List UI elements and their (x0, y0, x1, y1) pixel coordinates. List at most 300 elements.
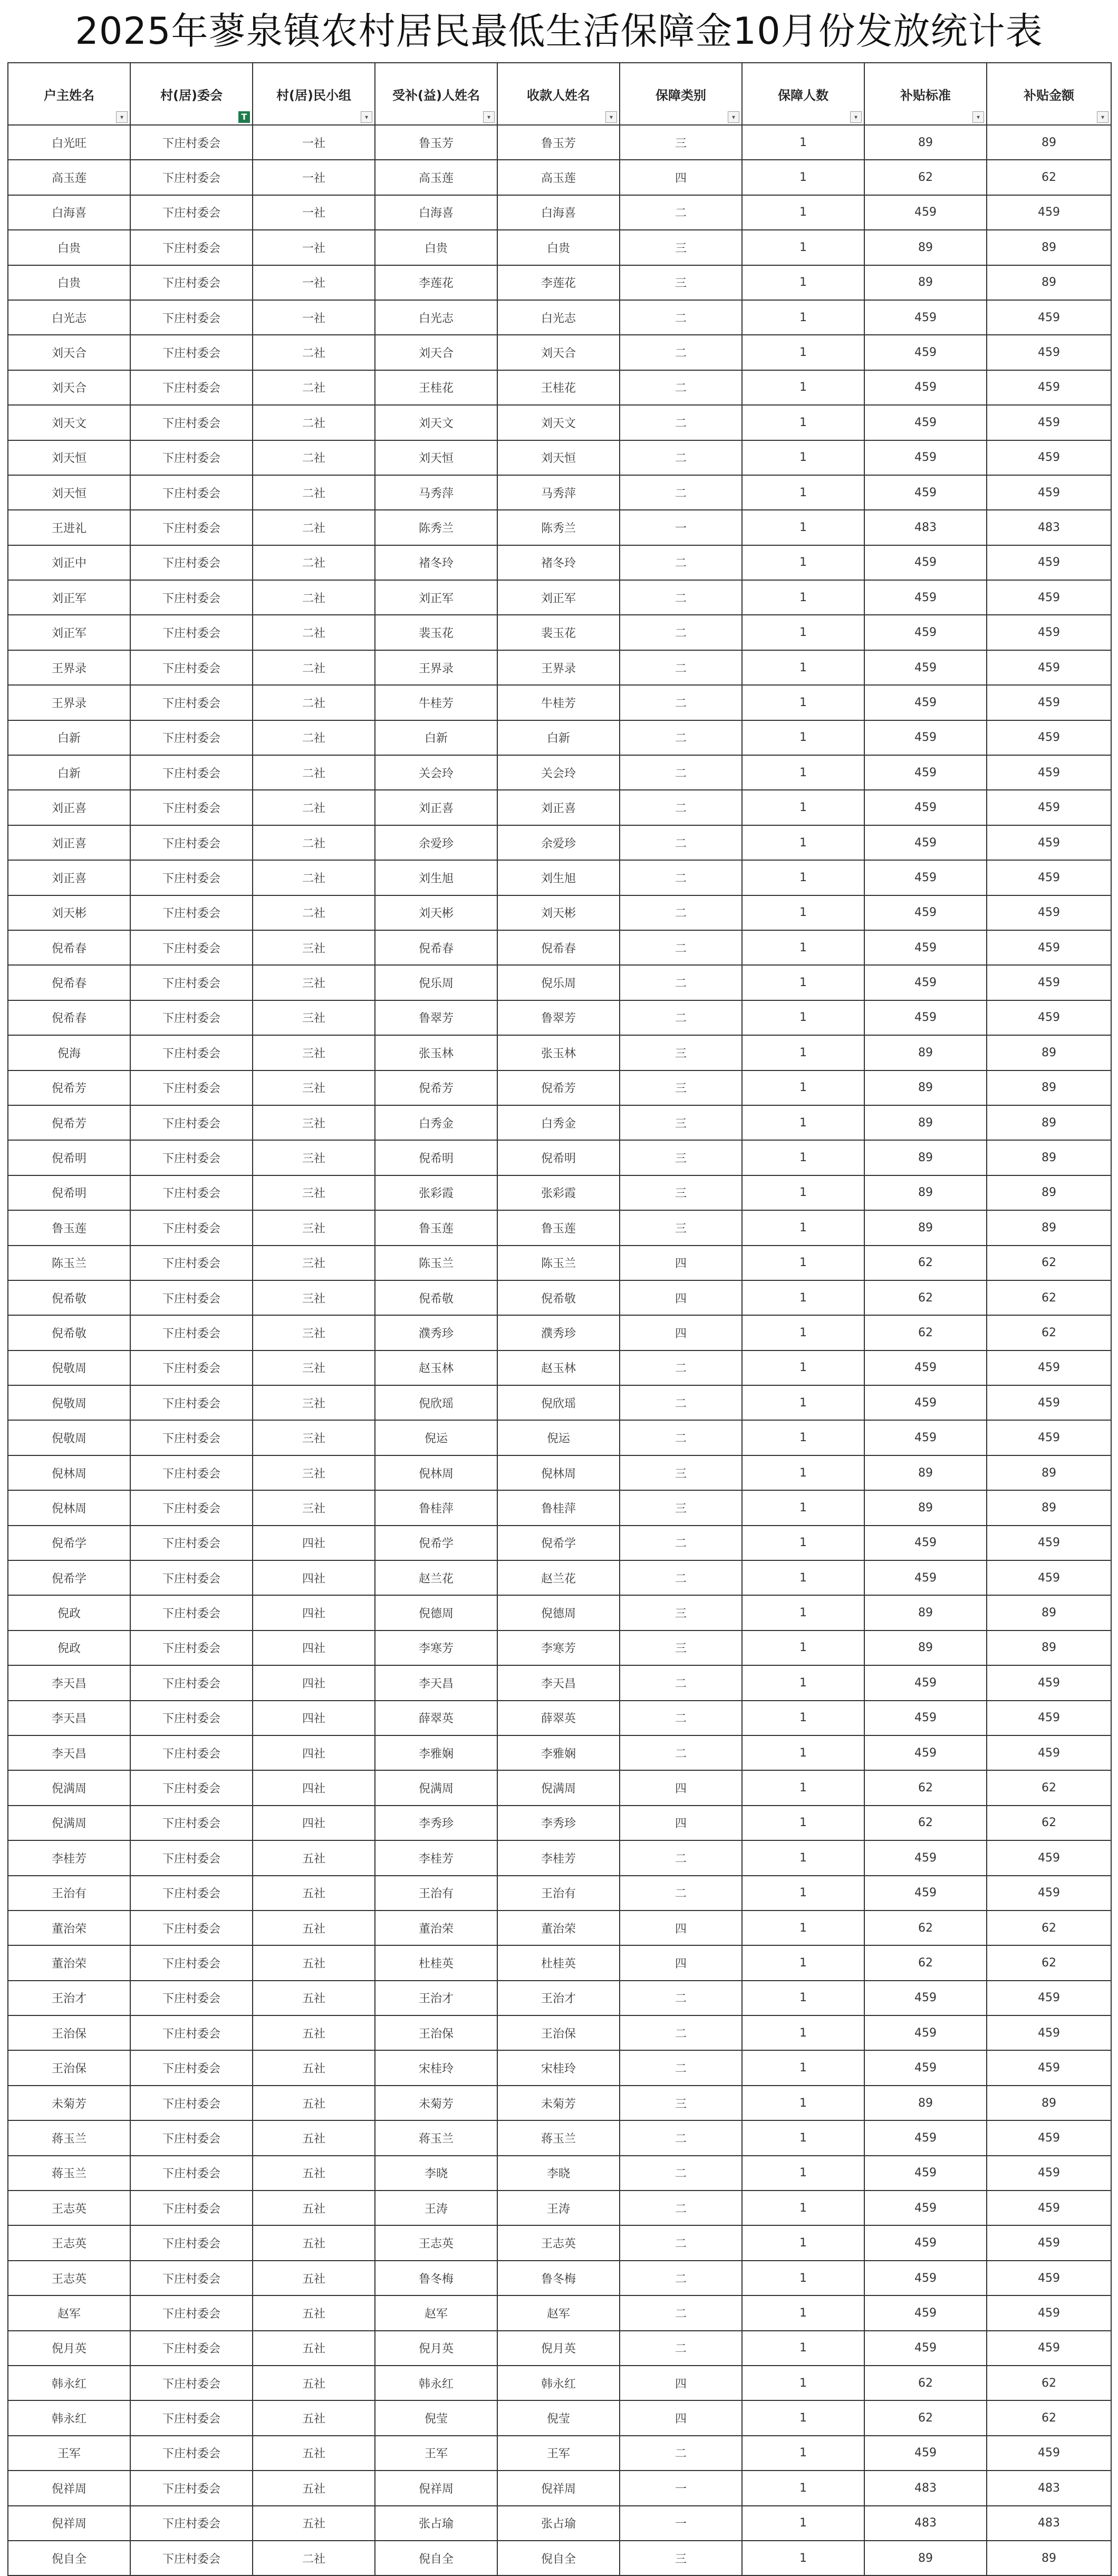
cell-payee[interactable]: 李天昌 (497, 1665, 620, 1700)
cell-household-head[interactable]: 倪自全 (8, 2541, 130, 2575)
cell-household-head[interactable]: 白贵 (8, 230, 130, 265)
cell-village-committee[interactable]: 下庄村委会 (130, 2086, 253, 2120)
cell-category[interactable]: 二 (620, 2261, 742, 2295)
cell-household-head[interactable]: 刘正喜 (8, 790, 130, 825)
cell-category[interactable]: 二 (620, 2156, 742, 2191)
cell-standard[interactable]: 459 (864, 825, 987, 860)
cell-payee[interactable]: 倪希敬 (497, 1280, 620, 1315)
cell-standard[interactable]: 459 (864, 195, 987, 230)
cell-village-committee[interactable]: 下庄村委会 (130, 2015, 253, 2050)
cell-standard[interactable]: 62 (864, 1315, 987, 1350)
cell-count[interactable]: 1 (742, 545, 864, 580)
cell-payee[interactable]: 倪乐周 (497, 965, 620, 1000)
cell-household-head[interactable]: 倪希敬 (8, 1315, 130, 1350)
cell-household-head[interactable]: 白光志 (8, 300, 130, 335)
cell-beneficiary[interactable]: 倪祥周 (375, 2471, 497, 2505)
cell-village-group[interactable]: 二社 (253, 685, 375, 720)
cell-amount[interactable]: 89 (987, 1490, 1111, 1525)
cell-category[interactable]: 三 (620, 1455, 742, 1490)
cell-category[interactable]: 二 (620, 720, 742, 755)
cell-village-group[interactable]: 五社 (253, 2120, 375, 2155)
cell-standard[interactable]: 459 (864, 335, 987, 370)
cell-count[interactable]: 1 (742, 1210, 864, 1245)
cell-village-group[interactable]: 五社 (253, 2436, 375, 2471)
cell-village-group[interactable]: 三社 (253, 1035, 375, 1070)
cell-amount[interactable]: 483 (987, 510, 1111, 545)
cell-count[interactable]: 1 (742, 1315, 864, 1350)
cell-household-head[interactable]: 倪希学 (8, 1526, 130, 1560)
cell-payee[interactable]: 王志英 (497, 2225, 620, 2260)
cell-village-group[interactable]: 二社 (253, 580, 375, 615)
cell-village-group[interactable]: 三社 (253, 1070, 375, 1105)
cell-payee[interactable]: 倪林周 (497, 1455, 620, 1490)
cell-count[interactable]: 1 (742, 825, 864, 860)
cell-village-committee[interactable]: 下庄村委会 (130, 2471, 253, 2505)
cell-amount[interactable]: 89 (987, 1630, 1111, 1665)
cell-count[interactable]: 1 (742, 1000, 864, 1035)
cell-household-head[interactable]: 倪政 (8, 1595, 130, 1630)
cell-household-head[interactable]: 陈玉兰 (8, 1246, 130, 1280)
cell-amount[interactable]: 459 (987, 965, 1111, 1000)
cell-standard[interactable]: 89 (864, 1595, 987, 1630)
cell-payee[interactable]: 倪自全 (497, 2541, 620, 2575)
cell-payee[interactable]: 鲁桂萍 (497, 1490, 620, 1525)
cell-count[interactable]: 1 (742, 335, 864, 370)
cell-count[interactable]: 1 (742, 300, 864, 335)
cell-household-head[interactable]: 王治有 (8, 1876, 130, 1911)
cell-count[interactable]: 1 (742, 1945, 864, 1980)
cell-beneficiary[interactable]: 王治才 (375, 1981, 497, 2015)
cell-amount[interactable]: 459 (987, 1350, 1111, 1385)
cell-village-group[interactable]: 五社 (253, 1981, 375, 2015)
cell-amount[interactable]: 459 (987, 2436, 1111, 2471)
cell-standard[interactable]: 459 (864, 1735, 987, 1770)
cell-village-committee[interactable]: 下庄村委会 (130, 125, 253, 160)
cell-category[interactable]: 四 (620, 1770, 742, 1805)
cell-standard[interactable]: 459 (864, 1665, 987, 1700)
cell-category[interactable]: 二 (620, 1701, 742, 1735)
cell-payee[interactable]: 刘正喜 (497, 790, 620, 825)
cell-village-group[interactable]: 五社 (253, 2295, 375, 2330)
cell-count[interactable]: 1 (742, 1840, 864, 1875)
cell-payee[interactable]: 倪月英 (497, 2331, 620, 2366)
cell-payee[interactable]: 王桂花 (497, 370, 620, 405)
cell-village-committee[interactable]: 下庄村委会 (130, 825, 253, 860)
cell-beneficiary[interactable]: 倪乐周 (375, 965, 497, 1000)
cell-beneficiary[interactable]: 王桂花 (375, 370, 497, 405)
cell-beneficiary[interactable]: 刘正喜 (375, 790, 497, 825)
cell-payee[interactable]: 刘天彬 (497, 895, 620, 930)
cell-category[interactable]: 四 (620, 1280, 742, 1315)
cell-household-head[interactable]: 白新 (8, 720, 130, 755)
cell-payee[interactable]: 鲁翠芳 (497, 1000, 620, 1035)
cell-count[interactable]: 1 (742, 2015, 864, 2050)
cell-amount[interactable]: 459 (987, 790, 1111, 825)
cell-amount[interactable]: 459 (987, 300, 1111, 335)
cell-standard[interactable]: 459 (864, 895, 987, 930)
cell-standard[interactable]: 459 (864, 930, 987, 965)
cell-count[interactable]: 1 (742, 2225, 864, 2260)
cell-household-head[interactable]: 倪希春 (8, 965, 130, 1000)
cell-category[interactable]: 二 (620, 2120, 742, 2155)
cell-standard[interactable]: 459 (864, 2331, 987, 2366)
cell-village-group[interactable]: 三社 (253, 1140, 375, 1175)
cell-payee[interactable]: 李雅娴 (497, 1735, 620, 1770)
cell-payee[interactable]: 马秀萍 (497, 475, 620, 510)
cell-household-head[interactable]: 倪希明 (8, 1140, 130, 1175)
cell-category[interactable]: 二 (620, 965, 742, 1000)
filter-dropdown-icon[interactable]: ▾ (116, 111, 128, 123)
cell-amount[interactable]: 459 (987, 685, 1111, 720)
cell-village-group[interactable]: 二社 (253, 510, 375, 545)
cell-village-group[interactable]: 四社 (253, 1595, 375, 1630)
cell-count[interactable]: 1 (742, 1385, 864, 1420)
cell-payee[interactable]: 杜桂英 (497, 1945, 620, 1980)
cell-category[interactable]: 四 (620, 2400, 742, 2435)
cell-standard[interactable]: 459 (864, 860, 987, 895)
cell-standard[interactable]: 459 (864, 1000, 987, 1035)
cell-village-group[interactable]: 三社 (253, 1246, 375, 1280)
cell-payee[interactable]: 刘天文 (497, 405, 620, 440)
cell-payee[interactable]: 濮秀珍 (497, 1315, 620, 1350)
cell-amount[interactable]: 459 (987, 2015, 1111, 2050)
cell-household-head[interactable]: 刘天文 (8, 405, 130, 440)
cell-amount[interactable]: 459 (987, 2331, 1111, 2366)
cell-payee[interactable]: 蒋玉兰 (497, 2120, 620, 2155)
cell-village-committee[interactable]: 下庄村委会 (130, 405, 253, 440)
cell-village-committee[interactable]: 下庄村委会 (130, 1981, 253, 2015)
cell-count[interactable]: 1 (742, 160, 864, 195)
cell-village-group[interactable]: 二社 (253, 790, 375, 825)
cell-category[interactable]: 二 (620, 1876, 742, 1911)
cell-household-head[interactable]: 王志英 (8, 2225, 130, 2260)
cell-amount[interactable]: 89 (987, 1035, 1111, 1070)
cell-category[interactable]: 二 (620, 2331, 742, 2366)
cell-payee[interactable]: 王治有 (497, 1876, 620, 1911)
cell-village-group[interactable]: 五社 (253, 2400, 375, 2435)
cell-village-committee[interactable]: 下庄村委会 (130, 1350, 253, 1385)
cell-category[interactable]: 一 (620, 2506, 742, 2541)
cell-count[interactable]: 1 (742, 1035, 864, 1070)
cell-count[interactable]: 1 (742, 790, 864, 825)
cell-beneficiary[interactable]: 白海喜 (375, 195, 497, 230)
cell-amount[interactable]: 459 (987, 1876, 1111, 1911)
cell-count[interactable]: 1 (742, 2261, 864, 2295)
cell-category[interactable]: 二 (620, 370, 742, 405)
cell-count[interactable]: 1 (742, 1526, 864, 1560)
cell-amount[interactable]: 459 (987, 2050, 1111, 2085)
cell-payee[interactable]: 倪希春 (497, 930, 620, 965)
cell-count[interactable]: 1 (742, 1280, 864, 1315)
cell-payee[interactable]: 薛翠英 (497, 1701, 620, 1735)
cell-village-committee[interactable]: 下庄村委会 (130, 930, 253, 965)
cell-standard[interactable]: 89 (864, 125, 987, 160)
cell-amount[interactable]: 89 (987, 125, 1111, 160)
cell-count[interactable]: 1 (742, 1806, 864, 1840)
cell-payee[interactable]: 李桂芳 (497, 1840, 620, 1875)
cell-beneficiary[interactable]: 刘天恒 (375, 440, 497, 475)
cell-beneficiary[interactable]: 倪运 (375, 1420, 497, 1455)
cell-household-head[interactable]: 倪希春 (8, 930, 130, 965)
cell-household-head[interactable]: 赵军 (8, 2295, 130, 2330)
cell-amount[interactable]: 62 (987, 1911, 1111, 1945)
cell-standard[interactable]: 89 (864, 1140, 987, 1175)
cell-category[interactable]: 二 (620, 1420, 742, 1455)
cell-payee[interactable]: 刘正军 (497, 580, 620, 615)
cell-standard[interactable]: 459 (864, 1350, 987, 1385)
cell-household-head[interactable]: 刘正喜 (8, 825, 130, 860)
cell-beneficiary[interactable]: 白光志 (375, 300, 497, 335)
cell-payee[interactable]: 倪满周 (497, 1770, 620, 1805)
cell-count[interactable]: 1 (742, 1246, 864, 1280)
cell-village-group[interactable]: 三社 (253, 1315, 375, 1350)
cell-household-head[interactable]: 倪希敬 (8, 1280, 130, 1315)
cell-category[interactable]: 三 (620, 125, 742, 160)
cell-village-committee[interactable]: 下庄村委会 (130, 2366, 253, 2400)
cell-village-committee[interactable]: 下庄村委会 (130, 510, 253, 545)
cell-village-committee[interactable]: 下庄村委会 (130, 1035, 253, 1070)
cell-beneficiary[interactable]: 李秀珍 (375, 1806, 497, 1840)
cell-count[interactable]: 1 (742, 860, 864, 895)
cell-count[interactable]: 1 (742, 895, 864, 930)
cell-village-group[interactable]: 三社 (253, 1105, 375, 1140)
cell-count[interactable]: 1 (742, 1665, 864, 1700)
cell-village-committee[interactable]: 下庄村委会 (130, 650, 253, 685)
cell-payee[interactable]: 褚冬玲 (497, 545, 620, 580)
cell-village-committee[interactable]: 下庄村委会 (130, 1911, 253, 1945)
cell-amount[interactable]: 459 (987, 1560, 1111, 1595)
cell-category[interactable]: 四 (620, 1945, 742, 1980)
cell-household-head[interactable]: 白新 (8, 755, 130, 790)
cell-village-group[interactable]: 四社 (253, 1701, 375, 1735)
cell-payee[interactable]: 裴玉花 (497, 615, 620, 650)
cell-village-committee[interactable]: 下庄村委会 (130, 1735, 253, 1770)
cell-standard[interactable]: 89 (864, 1175, 987, 1210)
cell-amount[interactable]: 62 (987, 1246, 1111, 1280)
cell-village-committee[interactable]: 下庄村委会 (130, 1945, 253, 1980)
cell-standard[interactable]: 459 (864, 2015, 987, 2050)
cell-beneficiary[interactable]: 白新 (375, 720, 497, 755)
cell-amount[interactable]: 89 (987, 1595, 1111, 1630)
cell-category[interactable]: 二 (620, 755, 742, 790)
cell-category[interactable]: 三 (620, 230, 742, 265)
cell-beneficiary[interactable]: 倪德周 (375, 1595, 497, 1630)
cell-count[interactable]: 1 (742, 1420, 864, 1455)
cell-payee[interactable]: 未菊芳 (497, 2086, 620, 2120)
cell-category[interactable]: 一 (620, 510, 742, 545)
cell-standard[interactable]: 459 (864, 2191, 987, 2225)
cell-payee[interactable]: 董治荣 (497, 1911, 620, 1945)
cell-household-head[interactable]: 蒋玉兰 (8, 2156, 130, 2191)
cell-payee[interactable]: 宋桂玲 (497, 2050, 620, 2085)
cell-village-committee[interactable]: 下庄村委会 (130, 1455, 253, 1490)
cell-amount[interactable]: 459 (987, 1385, 1111, 1420)
cell-category[interactable]: 二 (620, 1735, 742, 1770)
cell-standard[interactable]: 459 (864, 1981, 987, 2015)
cell-count[interactable]: 1 (742, 2506, 864, 2541)
cell-beneficiary[interactable]: 倪自全 (375, 2541, 497, 2575)
cell-village-committee[interactable]: 下庄村委会 (130, 1280, 253, 1315)
cell-category[interactable]: 三 (620, 1070, 742, 1105)
cell-count[interactable]: 1 (742, 685, 864, 720)
cell-category[interactable]: 二 (620, 440, 742, 475)
cell-category[interactable]: 三 (620, 1140, 742, 1175)
cell-beneficiary[interactable]: 褚冬玲 (375, 545, 497, 580)
cell-category[interactable]: 四 (620, 1315, 742, 1350)
cell-amount[interactable]: 459 (987, 195, 1111, 230)
cell-household-head[interactable]: 刘天恒 (8, 440, 130, 475)
cell-payee[interactable]: 倪莹 (497, 2400, 620, 2435)
cell-household-head[interactable]: 高玉莲 (8, 160, 130, 195)
cell-category[interactable]: 二 (620, 2225, 742, 2260)
cell-village-group[interactable]: 二社 (253, 615, 375, 650)
cell-household-head[interactable]: 白海喜 (8, 195, 130, 230)
cell-category[interactable]: 三 (620, 1210, 742, 1245)
cell-amount[interactable]: 62 (987, 160, 1111, 195)
cell-amount[interactable]: 459 (987, 545, 1111, 580)
cell-payee[interactable]: 李晓 (497, 2156, 620, 2191)
cell-category[interactable]: 三 (620, 1595, 742, 1630)
cell-count[interactable]: 1 (742, 230, 864, 265)
cell-beneficiary[interactable]: 李晓 (375, 2156, 497, 2191)
cell-standard[interactable]: 483 (864, 2506, 987, 2541)
cell-count[interactable]: 1 (742, 1735, 864, 1770)
cell-village-committee[interactable]: 下庄村委会 (130, 1630, 253, 1665)
cell-village-group[interactable]: 三社 (253, 1350, 375, 1385)
cell-household-head[interactable]: 倪希明 (8, 1175, 130, 1210)
cell-amount[interactable]: 62 (987, 1770, 1111, 1805)
cell-village-committee[interactable]: 下庄村委会 (130, 160, 253, 195)
cell-standard[interactable]: 89 (864, 2086, 987, 2120)
cell-count[interactable]: 1 (742, 615, 864, 650)
cell-category[interactable]: 四 (620, 1911, 742, 1945)
cell-amount[interactable]: 459 (987, 825, 1111, 860)
cell-category[interactable]: 二 (620, 930, 742, 965)
cell-standard[interactable]: 459 (864, 685, 987, 720)
cell-category[interactable]: 二 (620, 825, 742, 860)
cell-standard[interactable]: 459 (864, 580, 987, 615)
cell-beneficiary[interactable]: 白秀金 (375, 1105, 497, 1140)
cell-beneficiary[interactable]: 鲁玉莲 (375, 1210, 497, 1245)
cell-village-committee[interactable]: 下庄村委会 (130, 1070, 253, 1105)
cell-village-group[interactable]: 三社 (253, 1000, 375, 1035)
cell-category[interactable]: 二 (620, 405, 742, 440)
cell-category[interactable]: 二 (620, 1385, 742, 1420)
cell-beneficiary[interactable]: 陈秀兰 (375, 510, 497, 545)
cell-household-head[interactable]: 王进礼 (8, 510, 130, 545)
cell-household-head[interactable]: 倪祥周 (8, 2506, 130, 2541)
cell-village-group[interactable]: 三社 (253, 1175, 375, 1210)
cell-count[interactable]: 1 (742, 475, 864, 510)
cell-village-committee[interactable]: 下庄村委会 (130, 1560, 253, 1595)
cell-village-committee[interactable]: 下庄村委会 (130, 720, 253, 755)
cell-category[interactable]: 四 (620, 2366, 742, 2400)
cell-amount[interactable]: 459 (987, 1420, 1111, 1455)
cell-amount[interactable]: 459 (987, 615, 1111, 650)
cell-category[interactable]: 二 (620, 1981, 742, 2015)
cell-count[interactable]: 1 (742, 2156, 864, 2191)
cell-village-group[interactable]: 五社 (253, 1911, 375, 1945)
cell-village-committee[interactable]: 下庄村委会 (130, 265, 253, 300)
cell-standard[interactable]: 62 (864, 1280, 987, 1315)
cell-standard[interactable]: 459 (864, 615, 987, 650)
cell-standard[interactable]: 62 (864, 2366, 987, 2400)
cell-standard[interactable]: 89 (864, 2541, 987, 2575)
cell-standard[interactable]: 459 (864, 440, 987, 475)
cell-category[interactable]: 二 (620, 790, 742, 825)
cell-payee[interactable]: 白海喜 (497, 195, 620, 230)
cell-amount[interactable]: 89 (987, 1175, 1111, 1210)
cell-standard[interactable]: 459 (864, 2050, 987, 2085)
cell-village-committee[interactable]: 下庄村委会 (130, 580, 253, 615)
cell-amount[interactable]: 62 (987, 2366, 1111, 2400)
cell-village-committee[interactable]: 下庄村委会 (130, 685, 253, 720)
cell-beneficiary[interactable]: 杜桂英 (375, 1945, 497, 1980)
cell-village-committee[interactable]: 下庄村委会 (130, 370, 253, 405)
cell-village-group[interactable]: 二社 (253, 475, 375, 510)
cell-count[interactable]: 1 (742, 1560, 864, 1595)
cell-village-committee[interactable]: 下庄村委会 (130, 1806, 253, 1840)
cell-household-head[interactable]: 白光旺 (8, 125, 130, 160)
cell-village-committee[interactable]: 下庄村委会 (130, 2120, 253, 2155)
cell-village-group[interactable]: 二社 (253, 370, 375, 405)
cell-village-group[interactable]: 二社 (253, 335, 375, 370)
active-filter-icon[interactable]: T (238, 111, 250, 123)
cell-village-committee[interactable]: 下庄村委会 (130, 790, 253, 825)
cell-village-group[interactable]: 二社 (253, 755, 375, 790)
cell-village-committee[interactable]: 下庄村委会 (130, 2156, 253, 2191)
cell-village-group[interactable]: 五社 (253, 1840, 375, 1875)
cell-count[interactable]: 1 (742, 2366, 864, 2400)
cell-category[interactable]: 二 (620, 545, 742, 580)
cell-household-head[interactable]: 倪林周 (8, 1455, 130, 1490)
cell-count[interactable]: 1 (742, 405, 864, 440)
cell-standard[interactable]: 459 (864, 2261, 987, 2295)
cell-standard[interactable]: 459 (864, 1840, 987, 1875)
cell-payee[interactable]: 王涛 (497, 2191, 620, 2225)
cell-count[interactable]: 1 (742, 580, 864, 615)
cell-beneficiary[interactable]: 李寒芳 (375, 1630, 497, 1665)
cell-payee[interactable]: 陈秀兰 (497, 510, 620, 545)
cell-standard[interactable]: 62 (864, 1806, 987, 1840)
cell-beneficiary[interactable]: 倪希春 (375, 930, 497, 965)
cell-village-group[interactable]: 四社 (253, 1665, 375, 1700)
cell-standard[interactable]: 459 (864, 1560, 987, 1595)
cell-beneficiary[interactable]: 濮秀珍 (375, 1315, 497, 1350)
cell-beneficiary[interactable]: 刘生旭 (375, 860, 497, 895)
cell-count[interactable]: 1 (742, 1455, 864, 1490)
cell-count[interactable]: 1 (742, 2471, 864, 2505)
cell-household-head[interactable]: 王界录 (8, 650, 130, 685)
cell-count[interactable]: 1 (742, 930, 864, 965)
cell-village-group[interactable]: 五社 (253, 2261, 375, 2295)
cell-count[interactable]: 1 (742, 720, 864, 755)
cell-payee[interactable]: 白秀金 (497, 1105, 620, 1140)
cell-payee[interactable]: 赵兰花 (497, 1560, 620, 1595)
cell-village-group[interactable]: 四社 (253, 1560, 375, 1595)
cell-household-head[interactable]: 刘正中 (8, 545, 130, 580)
cell-village-group[interactable]: 二社 (253, 650, 375, 685)
cell-count[interactable]: 1 (742, 1981, 864, 2015)
cell-household-head[interactable]: 王界录 (8, 685, 130, 720)
cell-beneficiary[interactable]: 鲁翠芳 (375, 1000, 497, 1035)
cell-village-group[interactable]: 三社 (253, 930, 375, 965)
cell-beneficiary[interactable]: 倪月英 (375, 2331, 497, 2366)
cell-village-committee[interactable]: 下庄村委会 (130, 2436, 253, 2471)
cell-amount[interactable]: 459 (987, 1840, 1111, 1875)
cell-standard[interactable]: 459 (864, 1701, 987, 1735)
cell-standard[interactable]: 459 (864, 2120, 987, 2155)
